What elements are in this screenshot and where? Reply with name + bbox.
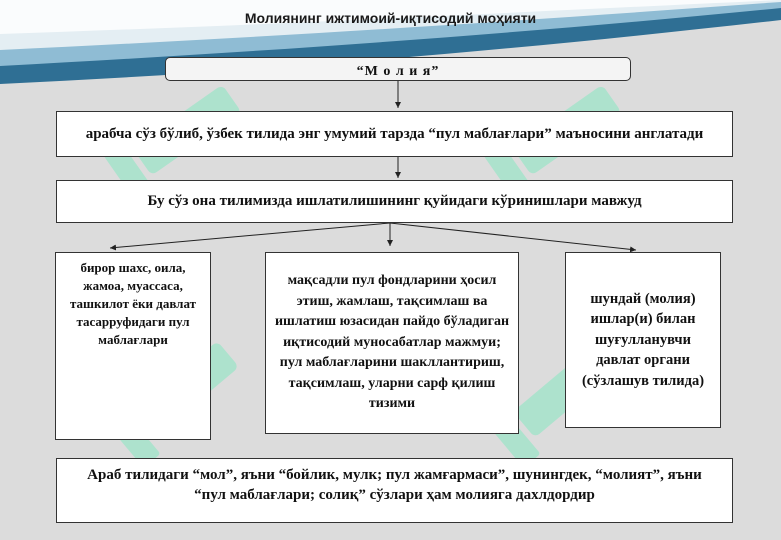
definition-box [56,111,733,157]
usage-intro-text: Бу сўз она тилимизда ишлатилишининг қуйидаги кўринишлари мавжуд [147,193,642,209]
etymology-box [56,458,733,523]
meaning-text-2: мақсадли пул фондларини ҳосил этиш, жамлаш, тақсимлаш ва ишлатиш юзасидан пайдо бўладиган иқтисодий муносабатлар мажмуи; пул маблағларини шакллантириш, тақсимлаш, уларни сарф қилиш тизими [274,273,510,412]
definition-text: арабча сўз бўлиб, ўзбек тилида энг умумий тарзда “пул маблағлари” маъносини англатади [85,125,704,142]
meaning-box-2 [265,252,519,434]
term-label: “М о л и я” [356,64,440,79]
meaning-box-3 [565,252,721,428]
meaning-text-1: бирор шахс, оила, жамоа, муассаса, ташкилот ёки давлат тасарруфидаги пул маблағлари [69,260,197,347]
term-box [165,57,631,81]
slide-title: Молиянинг ижтимоий-иқтисодий моҳияти [244,10,537,26]
meaning-text-3: шундай (молия) ишлар(и) билан шуғулланувчи давлат органи (сўзлашув тилида) [581,290,705,389]
usage-intro-box [56,180,733,223]
etymology-text: Араб тилидаги “мол”, яъни “бойлик, мулк; пул жамғармаси”, шунингдек, “молият”, яъни “пул маблағлари; солиқ” сўзлари ҳам молияга дахлдордир [87,467,702,503]
meaning-box-1 [55,252,211,440]
